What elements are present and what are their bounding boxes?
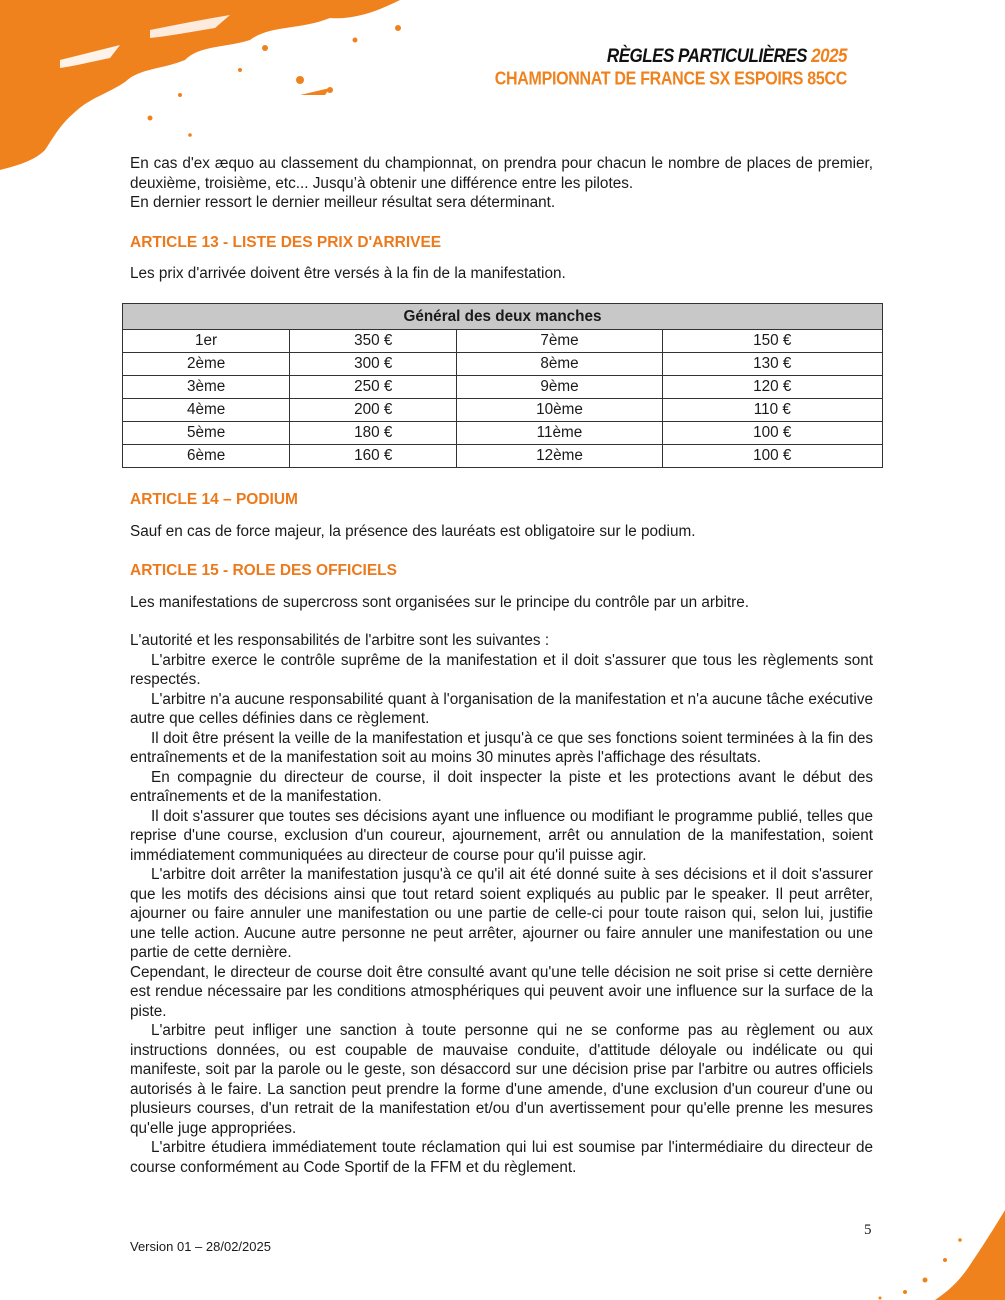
table-cell: 180 €: [290, 422, 457, 445]
table-cell: 110 €: [662, 399, 882, 422]
arbitre-paragraph-2: L'arbitre n'a aucune responsabilité quant à l'organisation de la manifestation et n'a aucune tâche exécutive autre que celles définies dans ce règlement.: [130, 690, 873, 727]
arbitre-paragraph-7: L'arbitre peut infliger une sanction à toute personne qui ne se conforme pas au règlement ou aux instructions données, ou est coupable de mauvaise conduite, d'attitude déloyale ou indélicate ou qui manifeste, soit par la parole ou le geste, son désaccord sur une décision prise par l'arbitre ou autres officiels autorisés à le faire. La sanction peut prendre la forme d'une amende, d'une exclusion d'un coureur d'une ou plusieurs courses, d'un retrait de la manifestation et/ou d'un avertissement pour qu'elle prenne les mesures qu'elle juge appropriées.: [130, 1022, 873, 1137]
header-subtitle: CHAMPIONNAT DE FRANCE SX ESPOIRS 85CC: [494, 69, 847, 90]
footer-version: Version 01 – 28/02/2025: [130, 1239, 271, 1254]
table-cell: 100 €: [662, 422, 882, 445]
page-content-lower: [130, 490, 873, 1177]
article-13-title: ARTICLE 13 - LISTE DES PRIX D'ARRIVEE: [130, 233, 442, 251]
table-cell: 200 €: [290, 399, 457, 422]
prize-table: [122, 303, 883, 468]
table-row: [123, 399, 883, 422]
page-number: 5: [864, 1222, 872, 1238]
header-title: RÈGLES PARTICULIÈRES 2025: [606, 44, 847, 67]
table-cell: 3ème: [123, 376, 290, 399]
table-cell: 12ème: [457, 445, 662, 468]
table-cell: 120 €: [662, 376, 882, 399]
table-cell: 100 €: [662, 445, 882, 468]
table-row: [123, 376, 883, 399]
page-content: [130, 154, 873, 284]
intro-paragraph: En cas d'ex æquo au classement du championnat, on prendra pour chacun le nombre de places de premier, deuxième, troisième, etc... Jusqu’à obtenir une différence entre les pilotes.: [130, 155, 873, 192]
article-13-text: Les prix d'arrivée doivent être versés à la fin de la manifestation.: [130, 265, 566, 282]
arbitre-paragraph-5: Il doit s'assurer que toutes ses décisions ayant une influence ou modifiant le programme publié, telles que reprise d'une course, exclusion d'un coureur, ajournement, arrêt ou annulation de la manifestation, soient immédiatement communiquées au directeur de course pour qu'il puisse agir.: [130, 807, 873, 864]
article-14-title: ARTICLE 14 – PODIUM: [130, 491, 298, 508]
table-cell: 250 €: [290, 376, 457, 399]
table-cell: 7ème: [457, 330, 662, 353]
table-row: [123, 330, 883, 353]
table-row: [123, 353, 883, 376]
orange-splash-decoration-bottom: [785, 1210, 1005, 1300]
document-header: [495, 46, 847, 89]
arbitre-paragraph-8: L'arbitre étudiera immédiatement toute réclamation qui lui est soumise par l'intermédiaire du directeur de course conformément au Code Sportif de la FFM et du règlement.: [130, 1139, 873, 1176]
prize-table-header: Général des deux manches: [123, 304, 883, 330]
table-cell: 150 €: [662, 330, 882, 353]
table-cell: 300 €: [290, 353, 457, 376]
table-cell: 10ème: [457, 399, 662, 422]
table-cell: 8ème: [457, 353, 662, 376]
table-cell: 350 €: [290, 330, 457, 353]
arbitre-paragraph-cependant: Cependant, le directeur de course doit être consulté avant qu'une telle décision ne soit prise si cette dernière est rendue nécessaire par les conditions atmosphériques qui peuvent avoir une influence sur la surface de la piste.: [130, 963, 873, 1020]
arbitre-paragraph-4: En compagnie du directeur de course, il doit inspecter la piste et les protections avant le début des entraînements et de la manifestation.: [130, 768, 873, 805]
table-cell: 2ème: [123, 353, 290, 376]
table-cell: 160 €: [290, 445, 457, 468]
orange-splash-decoration: [0, 0, 420, 175]
table-cell: 6ème: [123, 445, 290, 468]
article-14-text: Sauf en cas de force majeur, la présence des lauréats est obligatoire sur le podium.: [130, 522, 696, 540]
arbitre-paragraph-1: L'arbitre exerce le contrôle suprême de la manifestation et il doit s'assurer que tous les règlements sont respectés.: [130, 651, 873, 688]
table-row: [123, 445, 883, 468]
article-15-title: ARTICLE 15 - ROLE DES OFFICIELS: [130, 562, 397, 579]
table-cell: 1er: [123, 330, 290, 353]
table-row: [123, 422, 883, 445]
article-15-authority: L'autorité et les responsabilités de l'arbitre sont les suivantes :: [130, 632, 550, 649]
arbitre-paragraph-6: L'arbitre doit arrêter la manifestation jusqu'à ce qu'il ait été donné suite à ses décisions et il doit s'assurer que les motifs des décisions ainsi que tout retard soient expliqués au public par le speaker. Il peut arrêter, ajourner ou faire annuler une manifestation ou une partie de celle-ci pour toute raison qui, selon lui, justifie une telle action. Aucune autre personne ne peut arrêter, ajourner ou faire annuler une manifestation ou une partie de cette dernière.: [130, 866, 873, 961]
table-cell: 5ème: [123, 422, 290, 445]
article-15-intro: Les manifestations de supercross sont organisées sur le principe du contrôle par un arbitre.: [130, 593, 750, 611]
arbitre-paragraph-3: Il doit être présent la veille de la manifestation et jusqu'à ce que ses fonctions soient terminées à la fin des entraînements et de la manifestation soit au moins 30 minutes après l'affichage des résultats.: [130, 729, 873, 766]
intro-paragraph-2: En dernier ressort le dernier meilleur résultat sera déterminant.: [130, 194, 556, 211]
table-cell: 4ème: [123, 399, 290, 422]
table-cell: 9ème: [457, 376, 662, 399]
table-cell: 130 €: [662, 353, 882, 376]
table-cell: 11ème: [457, 422, 662, 445]
